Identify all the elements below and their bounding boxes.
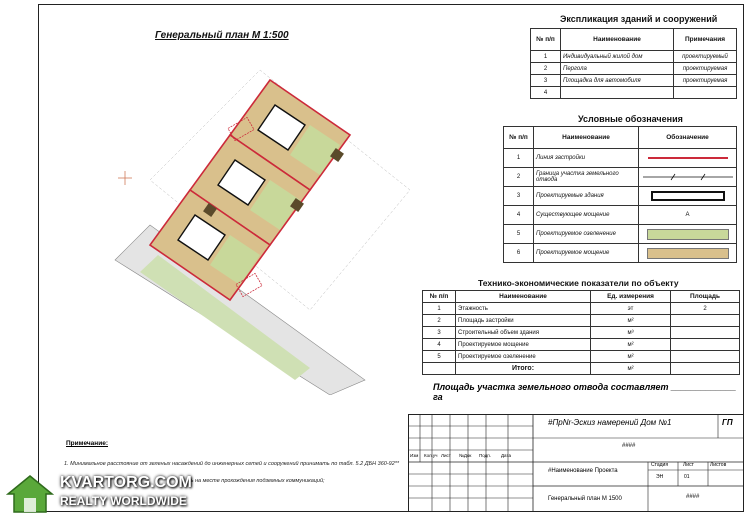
exp-r3-c1	[561, 87, 674, 99]
table-row	[423, 363, 740, 375]
stamp-code: #ПрNr-Эскиз намерений Дом №1	[548, 418, 672, 427]
exp-r1-c0: 2	[531, 63, 561, 75]
table-row	[504, 168, 737, 187]
exp-r3-c2	[674, 87, 737, 99]
stamp-stage-header: Стадия	[651, 462, 669, 468]
explication-title: Экспликация зданий и сооружений	[560, 14, 718, 24]
ind-h-3: Площадь	[671, 291, 740, 303]
indicators-table	[422, 290, 740, 375]
ind-r2-c3	[671, 327, 740, 339]
stamp-h-3: №Док	[459, 453, 472, 458]
ind-h-2: Ед. измерения	[591, 291, 671, 303]
table-row	[423, 327, 740, 339]
table-row	[504, 149, 737, 168]
table-row	[504, 244, 737, 263]
plan-title: Генеральный план М 1:500	[155, 30, 289, 41]
leg-r4-c1: Проектируемое озеленение	[534, 225, 639, 244]
leg-r5-c0: 6	[504, 244, 534, 263]
stamp-headers	[410, 453, 535, 458]
ind-r1-c0: 2	[423, 315, 456, 327]
stamp-hash: ####	[622, 443, 636, 449]
watermark-name: KVARTORG.COM	[60, 474, 192, 491]
table-row	[531, 87, 737, 99]
leg-h-1: Наименование	[534, 127, 639, 149]
table-row	[504, 206, 737, 225]
table-row	[423, 339, 740, 351]
leg-r4-sym	[639, 225, 737, 244]
stamp-sheet-header: Лист	[683, 462, 694, 468]
ind-r0-c0: 1	[423, 303, 456, 315]
table-row	[531, 63, 737, 75]
site-plan	[110, 50, 410, 395]
stamp-h-5: Дата	[501, 453, 511, 458]
leg-r3-c1: Существующее мощение	[534, 206, 639, 225]
explication-table	[530, 28, 737, 99]
leg-r0-c0: 1	[504, 149, 534, 168]
ind-h-1: Наименование	[456, 291, 591, 303]
ind-r4-c2: м²	[591, 351, 671, 363]
exp-h-1: Наименование	[561, 29, 674, 51]
ind-r3-c0: 4	[423, 339, 456, 351]
ind-r3-c2: м²	[591, 339, 671, 351]
leg-h-2: Обозначение	[639, 127, 737, 149]
leg-r2-sym	[639, 187, 737, 206]
leg-r3-sym: A	[639, 206, 737, 225]
table-row	[423, 303, 740, 315]
leg-r1-c1: Граница участка земельного отвода	[534, 168, 639, 187]
ind-total-label: Итого:	[456, 363, 591, 375]
stamp-sheets-header: Листов	[710, 462, 727, 468]
leg-r1-sym	[639, 168, 737, 187]
stamp-hash2: ####	[686, 494, 700, 500]
leg-h-0: № п/п	[504, 127, 534, 149]
ind-total-unit: м²	[591, 363, 671, 375]
greenery-symbol	[647, 229, 729, 240]
ind-h-0: № п/п	[423, 291, 456, 303]
stamp-h-1: Кол.уч	[424, 453, 438, 458]
ind-r4-c3	[671, 351, 740, 363]
exp-r0-c0: 1	[531, 51, 561, 63]
table-row	[423, 351, 740, 363]
exp-h-2: Примечания	[674, 29, 737, 51]
watermark-logo	[0, 466, 190, 516]
ind-r3-c3	[671, 339, 740, 351]
table-row	[423, 315, 740, 327]
ind-r2-c2: м³	[591, 327, 671, 339]
ind-r1-c3	[671, 315, 740, 327]
leg-r2-c1: Проектируемые здания	[534, 187, 639, 206]
house-icon	[6, 474, 54, 514]
ind-r0-c1: Этажность	[456, 303, 591, 315]
leg-r0-c1: Линия застройки	[534, 149, 639, 168]
ind-r3-c1: Проектируемое мощение	[456, 339, 591, 351]
exp-r2-c1: Площадка для автомобиля	[561, 75, 674, 87]
exp-r1-c2: проектируемая	[674, 63, 737, 75]
ind-total-empty	[423, 363, 456, 375]
exp-r0-c1: Индивидуальный жилой дом	[561, 51, 674, 63]
watermark-slogan: REALTY WORLDWIDE	[60, 494, 187, 508]
ind-total-value	[671, 363, 740, 375]
ind-r4-c1: Проектируемое озеленение	[456, 351, 591, 363]
stamp-h-2: Лист	[441, 453, 451, 458]
legend-table	[503, 126, 737, 263]
leg-r2-c0: 3	[504, 187, 534, 206]
table-row	[504, 187, 737, 206]
exp-r1-c1: Пергола	[561, 63, 674, 75]
leg-r3-c0: 4	[504, 206, 534, 225]
ind-r2-c1: Строительный объем здания	[456, 327, 591, 339]
leg-r0-sym	[639, 149, 737, 168]
exp-r3-c0: 4	[531, 87, 561, 99]
indicators-title: Технико-экономические показатели по объекту	[478, 278, 679, 288]
leg-r1-c0: 2	[504, 168, 534, 187]
table-row	[531, 51, 737, 63]
stamp-drawing: Генеральный план М 1500	[548, 496, 622, 502]
area-line: Площадь участка земельного отвода составляет _____________ га	[433, 382, 737, 402]
leg-r5-c1: Проектируемое мощение	[534, 244, 639, 263]
ind-r2-c0: 3	[423, 327, 456, 339]
leg-r5-sym	[639, 244, 737, 263]
stamp-sheet: 01	[684, 474, 690, 480]
ind-r0-c2: эт	[591, 303, 671, 315]
ind-r0-c3: 2	[671, 303, 740, 315]
table-row	[531, 75, 737, 87]
exp-h-0: № п/п	[531, 29, 561, 51]
notes-title: Примечание:	[66, 440, 108, 447]
stamp-h-4: Подп.	[479, 453, 491, 458]
ind-r1-c2: м²	[591, 315, 671, 327]
legend-title: Условные обозначения	[578, 114, 683, 124]
stamp-stage: ЭН	[656, 474, 664, 480]
exp-r2-c2: проектируемая	[674, 75, 737, 87]
stamp-h-0: Изм	[410, 453, 419, 458]
building-symbol	[651, 191, 725, 201]
boundary-symbol	[643, 173, 733, 181]
table-row	[504, 225, 737, 244]
note-1: 1. Минимальное расстояние от зеленых насаждений до инженерных сетей и сооружений принимать по табл. 5.2 ДБН 360-92**	[64, 461, 400, 467]
exp-r2-c0: 3	[531, 75, 561, 87]
paving-symbol	[647, 248, 729, 259]
stamp-sheet-mark: ГП	[722, 418, 733, 427]
exp-r0-c2: проектируемый	[674, 51, 737, 63]
note-2: ть на месте прохождения подземных коммуникаций;	[186, 478, 325, 484]
leg-r4-c0: 5	[504, 225, 534, 244]
building-line-symbol	[648, 157, 728, 159]
stamp-project: #Наименование Проекта	[548, 468, 618, 474]
ind-r4-c0: 5	[423, 351, 456, 363]
ind-r1-c1: Площадь застройки	[456, 315, 591, 327]
